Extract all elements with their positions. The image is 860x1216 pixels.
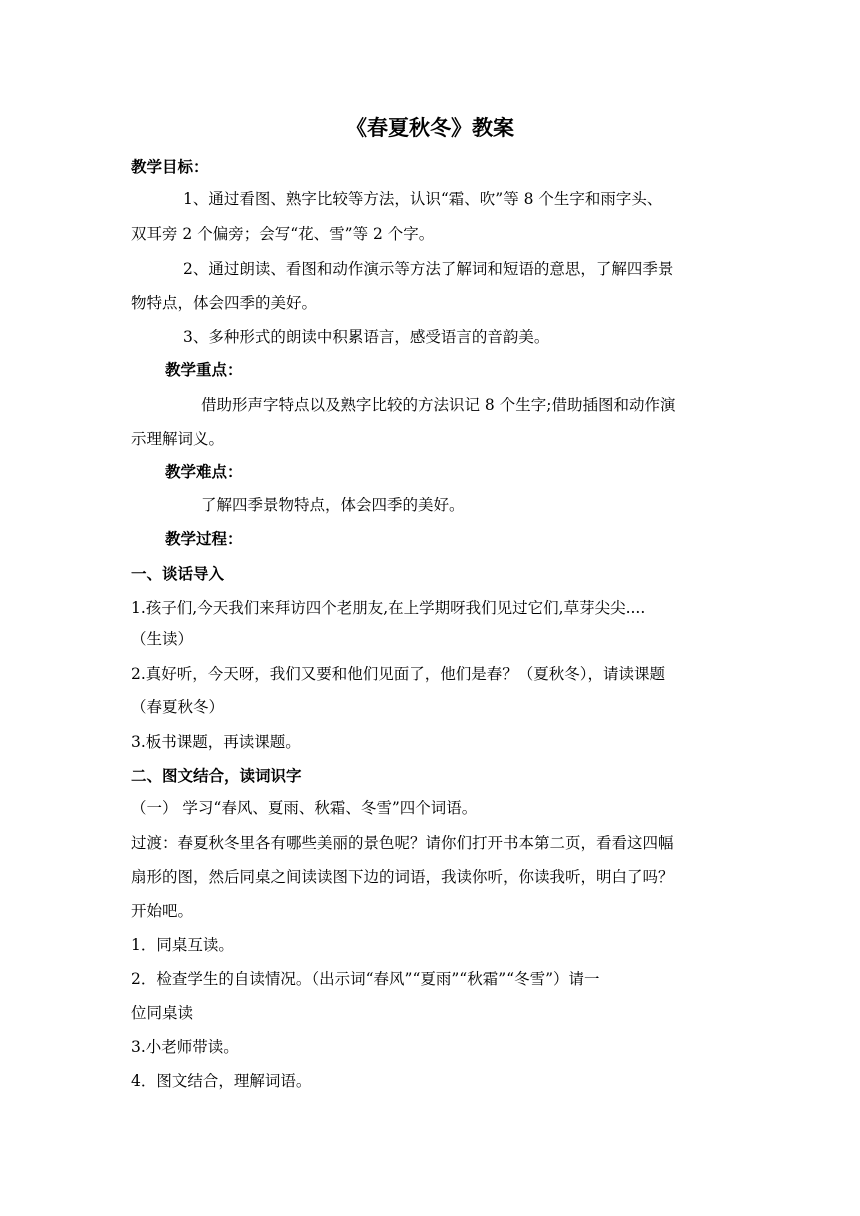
objective-line-2: 双耳旁 2 个偏旁；会写“花、雪”等 2 个字。 <box>131 225 435 243</box>
key-points-line-2: 示理解词义。 <box>131 430 225 448</box>
section2-line-8: 3.小老师带读。 <box>131 1038 239 1056</box>
objectives-heading: 教学目标： <box>131 157 209 176</box>
difficulty-text: 了解四季景物特点，体会四季的美好。 <box>201 496 465 514</box>
section1-line-1: 1.孩子们,今天我们来拜访四个老朋友,在上学期呀我们见过它们,草芽尖尖.... <box>131 599 646 617</box>
objective-line-4: 物特点，体会四季的美好。 <box>131 294 318 312</box>
section2-line-5: 1．同桌互读。 <box>131 936 234 954</box>
section2-heading: 二、图文结合，读词识字 <box>131 766 302 785</box>
section1-line-4: （春夏秋冬） <box>131 698 225 716</box>
section2-line-1: （一） 学习“春风、夏雨、秋霜、冬雪”四个词语。 <box>131 799 478 817</box>
key-points-heading: 教学重点： <box>165 360 243 379</box>
document-title: 《春夏秋冬》教案 <box>346 115 514 140</box>
key-points-line-1: 借助形声字特点以及熟字比较的方法识记 8 个生字;借助插图和动作演 <box>201 396 676 414</box>
process-heading: 教学过程： <box>165 529 243 548</box>
section2-line-9: 4．图文结合，理解词语。 <box>131 1072 312 1090</box>
section2-line-3: 扇形的图，然后同桌之间读读图下边的词语，我读你听，你读我听，明白了吗？ <box>131 868 674 886</box>
objective-line-1: 1、通过看图、熟字比较等方法，认识“霜、吹”等 8 个生字和雨字头、 <box>183 190 663 208</box>
section2-line-6: 2．检查学生的自读情况。（出示词“春风”“夏雨”“秋霜”“冬雪”）请一 <box>131 970 600 988</box>
difficulty-heading: 教学难点： <box>165 462 243 481</box>
section2-line-4: 开始吧。 <box>131 902 194 920</box>
section1-line-3: 2.真好听，今天呀，我们又要和他们见面了，他们是春？（夏秋冬），请读课题 <box>131 665 666 683</box>
objective-line-3: 2、通过朗读、看图和动作演示等方法了解词和短语的意思，了解四季景 <box>183 260 674 278</box>
section1-line-5: 3.板书课题，再读课题。 <box>131 733 301 751</box>
section1-line-2: （生读） <box>131 630 194 648</box>
section2-line-2: 过渡：春夏秋冬里各有哪些美丽的景色呢？请你们打开书本第二页，看看这四幅 <box>131 834 674 852</box>
objective-line-5: 3、多种形式的朗读中积累语言，感受语言的音韵美。 <box>183 328 550 346</box>
section1-heading: 一、谈话导入 <box>131 564 225 583</box>
section2-line-7: 位同桌读 <box>131 1004 194 1022</box>
